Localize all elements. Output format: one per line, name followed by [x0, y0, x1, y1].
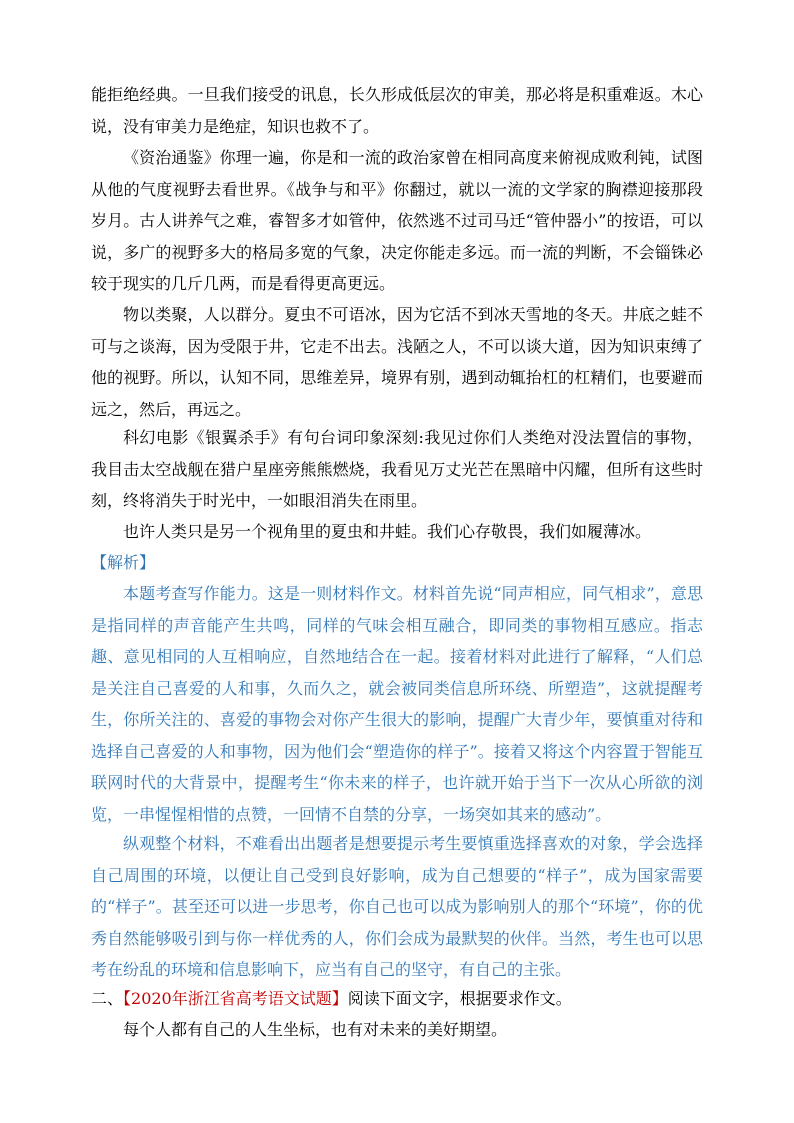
analysis-paragraph-2: 纵观整个材料，不难看出出题者是想要提示考生要慎重选择喜欢的对象，学会选择自己周围的环境，以便让自己受到良好影响，成为自己想要的“样子”，成为国家需要的“样子”。甚至还可以进一步思考，你自己也可以成为影响别人的那个“环境”，你的优秀自然能够吸引到与你一样优秀的人，你们会成为最默契的伙伴。当然，考生也可以思考在纷乱的环境和信息影响下，应当有自己的坚守，有自己的主张。: [91, 834, 703, 979]
analysis-tag: 【解析】: [91, 553, 156, 572]
question-heading: [91, 983, 703, 1015]
prompt-line: 每个人都有自己的人生坐标，也有对未来的美好期望。: [123, 1020, 508, 1039]
essay-paragraph-2: 物以类聚，人以群分。夏虫不可语冰，因为它活不到冰天雪地的冬天。井底之蛙不可与之谈海，因为受限于井，它走不出去。浅陋之人，不可以谈大道，因为知识束缚了他的视野。所以，认知不同，思维差异，境界有别，遇到动辄抬杠的杠精们，也要避而远之，然后，再远之。: [91, 305, 703, 419]
essay-paragraph-4: 也许人类只是另一个视角里的夏虫和井蛙。我们心存敬畏，我们如履薄冰。: [123, 522, 652, 541]
essay-paragraph-1: 《资治通鉴》你理一遍，你是和一流的政治家曾在相同高度来俯视成败利钝，试图从他的气度视野去看世界。《战争与和平》你翻过，就以一流的文学家的胸襟迎接那段岁月。古人讲养气之难，睿智多才如管仲，依然逃不过司马迁“管仲器小”的按语，可以说，多广的视野多大的格局多宽的气象，决定你能走多远。而一流的判断，不会锱铢必较于现实的几斤几两，而是看得更高更远。: [91, 148, 703, 293]
essay-paragraph-3: 科幻电影《银翼杀手》有句台词印象深刻:我见过你们人类绝对没法置信的事物，我目击太空战舰在猎户星座旁熊熊燃烧，我看见万丈光芒在黑暗中闪耀，但所有这些时刻，终将消失于时光中，一如眼泪消失在雨里。: [91, 428, 703, 510]
question-number: 二、: [91, 989, 124, 1008]
analysis-paragraph-1: 本题考查写作能力。这是一则材料作文。材料首先说“同声相应，同气相求”，意思是指同样的声音能产生共鸣，同样的气味会相互融合，即同类的事物相互感应。指志趣、意见相同的人互相响应，自然地结合在一起。接着材料对此进行了解释，“人们总是关注自己喜爱的人和事，久而久之，就会被同类信息所环绕、所塑造”，这就提醒考生，你所关注的、喜爱的事物会对你产生很大的影响，提醒广大青少年，要慎重对待和选择自己喜爱的人和事物，因为他们会“塑造你的样子”。接着又将这个内容置于智能互联网时代的大背景中，提醒考生“你未来的样子，也许就开始于当下一次从心所欲的浏览，一串惺惺相惜的点赞，一回情不自禁的分享，一场突如其来的感动”。: [91, 584, 703, 824]
question-instruction: 阅读下面文字，根据要求作文。: [347, 989, 572, 1008]
question-source: 【2020年浙江省高考语文试题】: [123, 989, 348, 1008]
continued-paragraph: 能拒绝经典。一旦我们接受的讯息，长久形成低层次的审美，那必将是积重难返。木心说，没有审美力是绝症，知识也救不了。: [91, 85, 703, 136]
